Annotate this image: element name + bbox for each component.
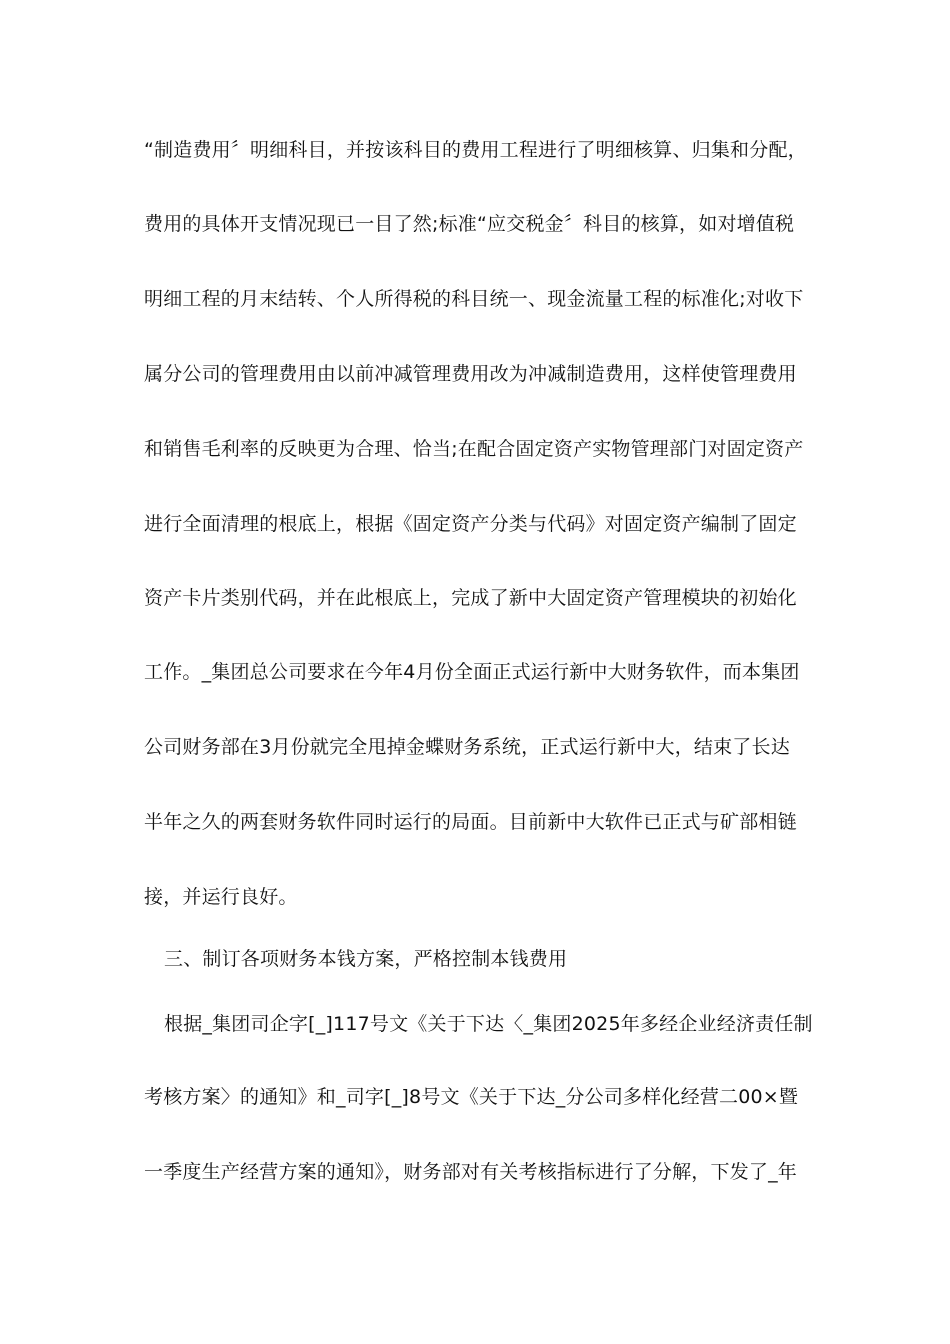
paragraph-line: 费用的具体开支情况现已一目了然;标准“应交税金〞科目的核算，如对增值税 [144,213,795,235]
paragraph-line: 工作。_集团总公司要求在今年4月份全面正式运行新中大财务软件，而本集团 [144,661,800,683]
paragraph-line: 和销售毛利率的反映更为合理、恰当;在配合固定资产实物管理部门对固定资产 [144,438,804,460]
paragraph-line: 资产卡片类别代码，并在此根底上，完成了新中大固定资产管理模块的初始化 [144,587,797,609]
paragraph-line: 考核方案〉的通知》和_司字[_]8号文《关于下达_分公司多样化经营二00×暨 [144,1086,799,1108]
paragraph-line: “制造费用〞明细科目，并按该科目的费用工程进行了明细核算、归集和分配， [144,139,807,161]
paragraph-line: 半年之久的两套财务软件同时运行的局面。目前新中大软件已正式与矿部相链 [144,811,797,833]
paragraph-line: 一季度生产经营方案的通知》，财务部对有关考核指标进行了分解，下发了_年 [144,1161,798,1183]
section-heading: 三、制订各项财务本钱方案，严格控制本钱费用 [164,948,568,970]
paragraph-line: 公司财务部在3月份就完全甩掉金蝶财务系统，正式运行新中大，结束了长达 [144,736,790,758]
paragraph-line: 属分公司的管理费用由以前冲减管理费用改为冲减制造费用，这样使管理费用 [144,363,797,385]
paragraph-line: 明细工程的月末结转、个人所得税的科目统一、现金流量工程的标准化;对收下 [144,288,804,310]
paragraph-line: 进行全面清理的根底上，根据《固定资产分类与代码》对固定资产编制了固定 [144,513,797,535]
paragraph-line: 根据_集团司企字[_]117号文《关于下达〈_集团2025年多经企业经济责任制 [164,1013,813,1035]
paragraph-line: 接，并运行良好。 [144,886,298,908]
